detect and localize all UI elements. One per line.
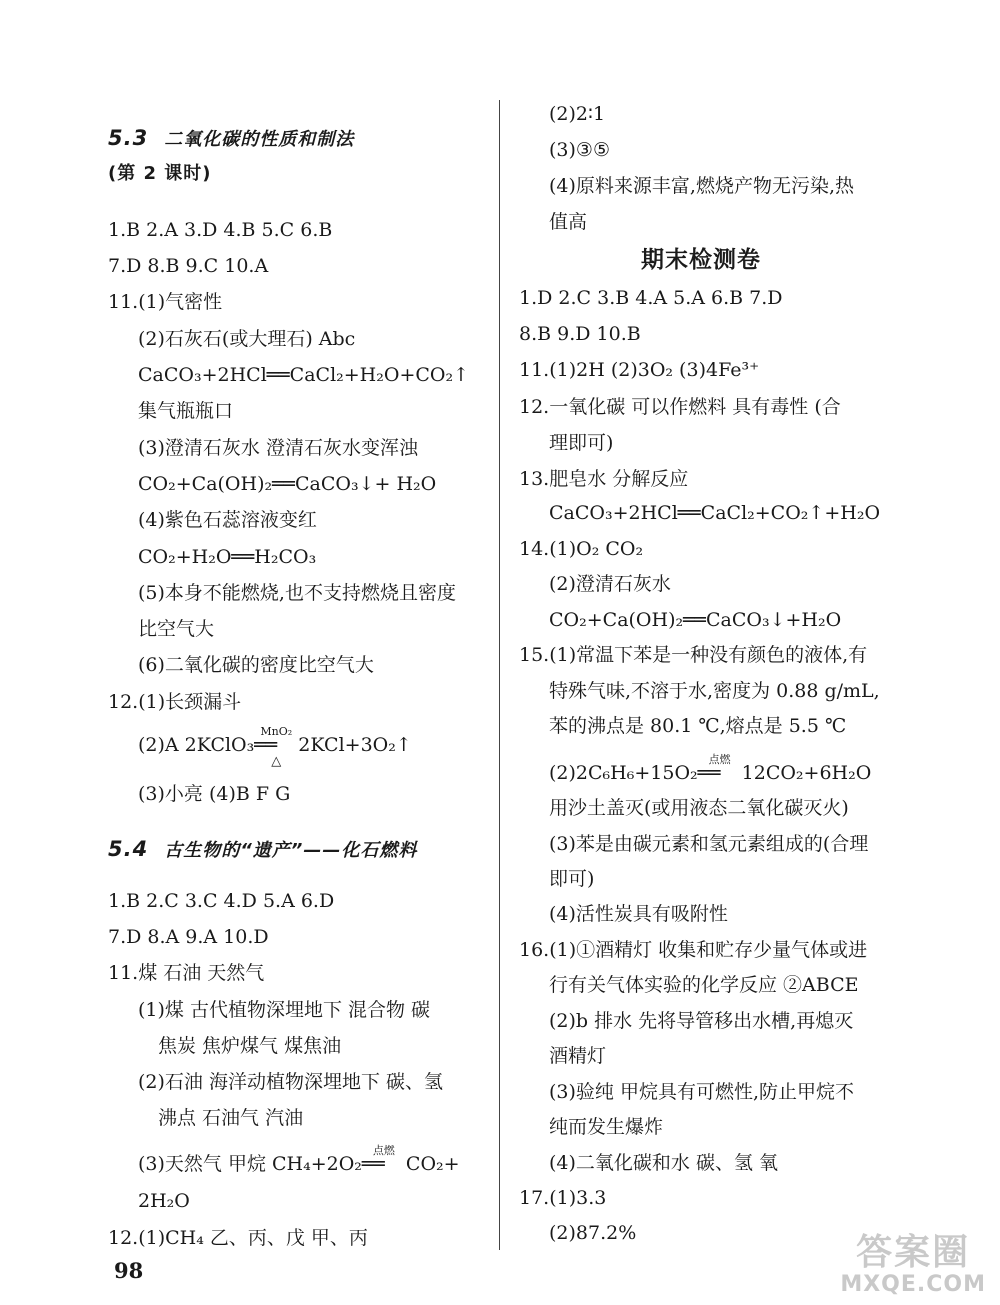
answer-line: (3)澄清石灰水 澄清石灰水变浑浊 (138, 437, 418, 459)
answer-line: 特殊气味,不溶于水,密度为 0.88 g/mL, (549, 680, 880, 702)
equation: CO₂+Ca(OH)₂══CaCO₃↓+ H₂O (138, 473, 437, 495)
answer-line: 12.(1)CH₄ 乙、丙、戊 甲、丙 (108, 1227, 368, 1249)
equation: CaCO₃+2HCl══CaCl₂+H₂O+CO₂↑ (138, 364, 470, 386)
equation: CO₂+H₂O══H₂CO₃ (138, 546, 317, 568)
answer-line: 苯的沸点是 80.1 ℃,熔点是 5.5 ℃ (549, 715, 847, 737)
answer-line: 16.(1)①酒精灯 收集和贮存少量气体或进 (519, 939, 868, 961)
answer-line: (2)澄清石灰水 (549, 573, 671, 595)
equation: 2H₂O (138, 1190, 190, 1212)
answer-line: (4)原料来源丰富,燃烧产物无污染,热 (549, 175, 854, 197)
final-exam-title: 期末检测卷 (641, 247, 761, 273)
answer-line: 8.B 9.D 10.B (519, 323, 641, 345)
answer-line: (6)二氧化碳的密度比空气大 (138, 654, 374, 676)
answer-line: 比空气大 (138, 618, 215, 640)
column-divider (499, 100, 500, 1250)
answer-line: (2)石油 海洋动植物深埋地下 碳、氢 (138, 1071, 443, 1093)
answer-line: (2)b 排水 先将导管移出水槽,再熄灭 (549, 1010, 854, 1032)
answer-line: 纯而发生爆炸 (549, 1116, 664, 1138)
answer-line: (2)石灰石(或大理石) Abc (138, 328, 356, 350)
section-5-3-subtitle: (第 2 课时) (108, 163, 212, 184)
answer-line: (5)本身不能燃烧,也不支持燃烧且密度 (138, 582, 456, 604)
equation: CaCO₃+2HCl══CaCl₂+CO₂↑+H₂O (549, 502, 881, 524)
answer-line: (3)③⑤ (549, 139, 610, 161)
answer-line: 12.(1)长颈漏斗 (108, 691, 242, 713)
equation: CO₂+Ca(OH)₂══CaCO₃↓+H₂O (549, 609, 842, 631)
answer-line: (3)苯是由碳元素和氢元素组成的(合理 (549, 833, 869, 855)
answer-line: 用沙土盖灭(或用液态二氧化碳灭火) (549, 797, 849, 819)
answer-line: (4)紫色石蕊溶液变红 (138, 509, 317, 531)
answer-line: 15.(1)常温下苯是一种没有颜色的液体,有 (519, 644, 868, 666)
answer-line: 沸点 石油气 汽油 (158, 1107, 304, 1129)
answer-line: 11.(1)气密性 (108, 291, 223, 313)
answer-line: 7.D 8.A 9.A 10.D (108, 926, 269, 948)
answer-line: (3)小亮 (4)B F G (138, 783, 291, 805)
answer-line: 13.肥皂水 分解反应 (519, 468, 689, 490)
answer-line: (3)验纯 甲烷具有可燃性,防止甲烷不 (549, 1081, 854, 1103)
answer-line: 7.D 8.B 9.C 10.A (108, 255, 269, 277)
answer-line: 理即可) (549, 432, 614, 454)
answer-line: 即可) (549, 868, 595, 890)
watermark: 答案圈 MXQE.COM (840, 1232, 986, 1297)
answer-line: 焦炭 焦炉煤气 煤焦油 (158, 1035, 342, 1057)
equation: (2)A 2KClO₃ MnO₂ ══ △ 2KCl+3O₂↑ (138, 725, 412, 769)
answer-line: 1.D 2.C 3.B 4.A 5.A 6.B 7.D (519, 287, 783, 309)
page-number: 98 (114, 1258, 144, 1283)
answer-line: (2)87.2% (549, 1222, 637, 1244)
answer-line: 12.一氧化碳 可以作燃料 具有毒性 (合 (519, 396, 841, 418)
answer-line: 值高 (549, 211, 588, 233)
answer-line: (4)二氧化碳和水 碳、氢 氧 (549, 1152, 778, 1174)
section-5-3-title: 5.3 二氧化碳的性质和制法 (108, 126, 355, 150)
answer-line: 酒精灯 (549, 1045, 607, 1067)
answer-line: 1.B 2.C 3.C 4.D 5.A 6.D (108, 890, 335, 912)
answer-line: 17.(1)3.3 (519, 1187, 607, 1209)
answer-line: 11.(1)2H (2)3O₂ (3)4Fe³⁺ (519, 359, 760, 381)
answer-line: (4)活性炭具有吸附性 (549, 903, 728, 925)
answer-line: 1.B 2.A 3.D 4.B 5.C 6.B (108, 219, 333, 241)
answer-line: 行有关气体实验的化学反应 ②ABCE (549, 974, 859, 996)
answer-line: 14.(1)O₂ CO₂ (519, 538, 644, 560)
answer-line: 11.煤 石油 天然气 (108, 962, 265, 984)
answer-line: (2)2∶1 (549, 103, 606, 125)
answer-line: (1)煤 古代植物深埋地下 混合物 碳 (138, 999, 431, 1021)
equation: (3)天然气 甲烷 CH₄+2O₂ 点燃 ══ CO₂+ (138, 1144, 460, 1175)
section-5-4-title: 5.4 古生物的“遗产”——化石燃料 (108, 837, 418, 861)
answer-line: 集气瓶瓶口 (138, 400, 234, 422)
equation: (2)2C₆H₆+15O₂ 点燃 ══ 12CO₂+6H₂O (549, 753, 872, 784)
